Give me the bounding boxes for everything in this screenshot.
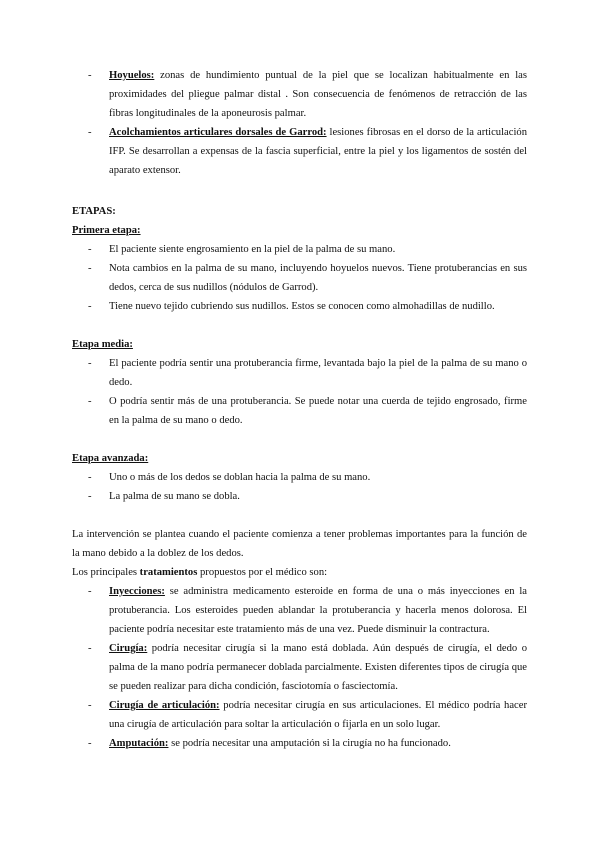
treatment-term: Cirugía: [109,643,148,654]
treatments-intro-before: Los principales [72,567,140,578]
list-item: - Uno o más de los dedos se doblan hacia la palma de su mano. [72,468,527,487]
treatments-intro-bold: tratamientos [139,567,198,578]
treatments-intro-after: propuestos por el médico son: [197,567,328,578]
treatment-term: Inyecciones: [109,586,165,597]
intervention-paragraph: La intervención se plantea cuando el paciente comienza a tener problemas importantes para la función de la mano debido a la doblez de los dedos. [72,529,527,559]
stage2-list [0,354,600,430]
feature-text: zonas de hundimiento puntual de la piel que se localizan habitualmente en las proximidades del pliegue palmar distal . Son consecuencia de fenómenos de retracción de las fibras longitudinales de la aponeurosis palmar. [109,70,527,119]
treatment-item [72,734,527,753]
list-item: - La palma de su mano se dobla. [72,487,527,506]
list-item: - O podría sentir más de una protuberancia. Se puede notar una cuerda de tejido engrosado, firme en la palma de su mano o dedo. [72,392,527,430]
treatments-intro [72,563,527,582]
treatment-text: podría necesitar cirugía en sus articulaciones. El médico podría hacer una cirugía de articulación para soltar la articulación o fijarla en un solo lugar. [109,700,527,730]
stage3-title: Etapa avanzada: [72,453,149,464]
treatment-list [0,582,600,753]
list-item: - Tiene nuevo tejido cubriendo sus nudillos. Estos se conocen como almohadillas de nudillo. [72,297,527,316]
list-item: - El paciente siente engrosamiento en la piel de la palma de su mano. [72,240,527,259]
feature-item [72,123,527,180]
treatment-item [72,696,527,734]
treatment-text: se administra medicamento esteroide en forma de una o más inyecciones en la protuberancia. Los esteroides pueden ablandar la protuberancia y hacerla menos dolorosa. El paciente podría necesitar este tratamiento más de una vez. Puede disminuir la contractura. [109,586,527,635]
treatment-term: Cirugía de articulación: [109,700,220,711]
stage1-list [0,240,600,316]
etapas-heading: ETAPAS: [72,206,116,217]
stage3-list [0,468,600,506]
stage1-title: Primera etapa: [72,225,141,236]
treatment-text: podría necesitar cirugía si la mano está doblada. Aún después de cirugía, el dedo o palma de la mano podría permanecer doblada parcialmente. Existen diferentes tipos de cirugía que se pueden realizar para dicha condición, fasciotomía o fasciectomía. [109,643,527,692]
list-item: - El paciente podría sentir una protuberancia firme, levantada bajo la piel de la palma de su mano o dedo. [72,354,527,392]
treatment-item [72,639,527,696]
feature-text: lesiones fibrosas en el dorso de la articulación IFP. Se desarrollan a expensas de la fascia superficial, entre la piel y los ligamentos de sostén del aparato extensor. [109,127,527,176]
treatment-term: Amputación: [109,738,169,749]
feature-term: Hoyuelos: [109,70,155,81]
list-item: - Nota cambios en la palma de su mano, incluyendo hoyuelos nuevos. Tiene protuberancias en sus dedos, cerca de sus nudillos (nódulos de Garrod). [72,259,527,297]
feature-term: Acolchamientos articulares dorsales de Garrod: [109,127,327,138]
stage2-title: Etapa media: [72,339,133,350]
treatment-text: se podría necesitar una amputación si la cirugía no ha funcionado. [168,738,451,749]
feature-item [72,66,527,123]
treatment-item [72,582,527,639]
feature-list [0,66,600,180]
